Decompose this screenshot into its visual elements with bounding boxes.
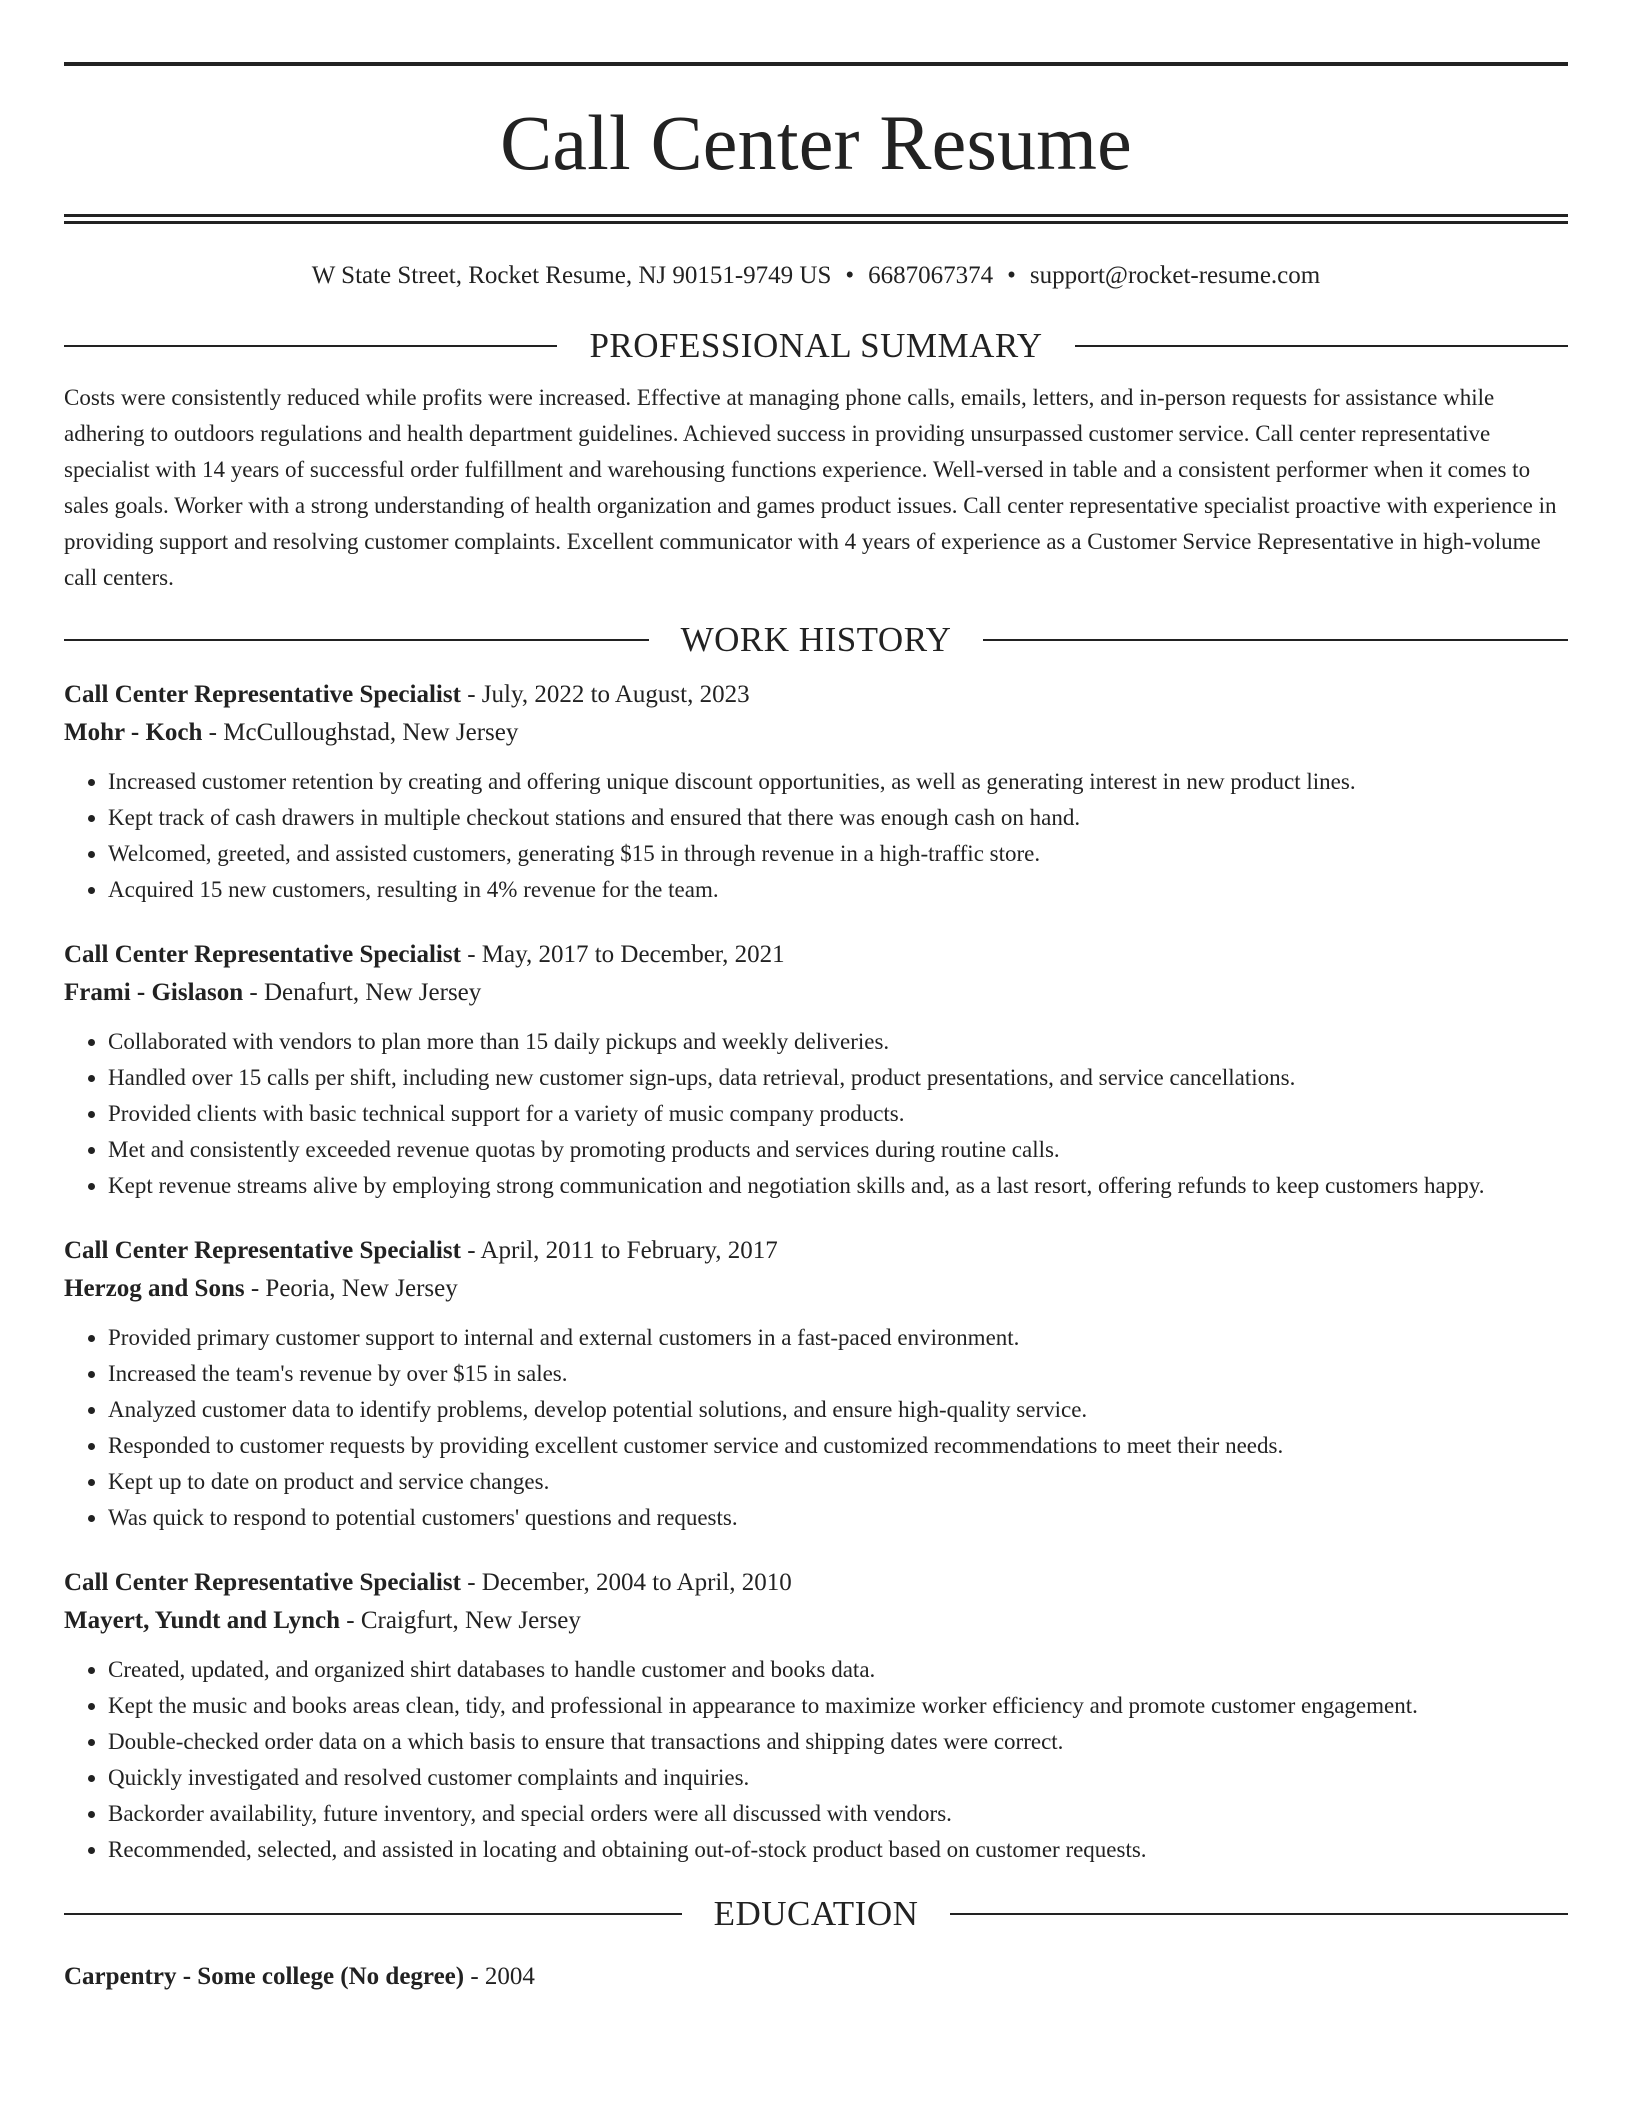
job-bullet: • Provided primary customer support to internal and external customers in a fast-paced environment. (108, 1320, 1568, 1356)
job-bullet: • Kept revenue streams alive by employing strong communication and negotiation skills and, as a last resort, offering refunds to keep customers happy. (108, 1168, 1568, 1204)
job-bullet-list (64, 1024, 1568, 1204)
job-entry (64, 936, 1568, 1204)
job-bullet: • Analyzed customer data to identify problems, develop potential solutions, and ensure high-quality service. (108, 1392, 1568, 1428)
job-company: Herzog and Sons (64, 1275, 245, 1302)
title-double-rule (64, 214, 1568, 224)
job-dates: - May, 2017 to December, 2021 (460, 941, 785, 968)
contact-separator: • (845, 262, 855, 289)
heading-rule-right (950, 1913, 1568, 1915)
job-bullet: • Double-checked order data on a which basis to ensure that transactions and shipping dates were correct. (108, 1724, 1568, 1760)
job-title-line (64, 1564, 1568, 1602)
job-bullet: • Provided clients with basic technical support for a variety of music company products. (108, 1096, 1568, 1132)
contact-separator: • (1007, 262, 1016, 289)
work-section-heading (64, 618, 1568, 662)
work-heading-label: WORK HISTORY (680, 620, 952, 659)
job-company: Frami - Gislason (64, 979, 244, 1006)
job-company-line (64, 714, 1568, 752)
job-title: Call Center Representative Specialist (64, 1569, 461, 1596)
job-bullet: • Acquired 15 new customers, resulting in 4% revenue for the team. (108, 872, 1568, 908)
job-bullet: • Collaborated with vendors to plan more than 15 daily pickups and weekly deliveries. (108, 1024, 1568, 1060)
job-entry (64, 1232, 1568, 1536)
top-rule (64, 62, 1568, 66)
job-title: Call Center Representative Specialist (64, 681, 461, 708)
summary-heading-label: PROFESSIONAL SUMMARY (589, 326, 1043, 365)
contact-address: W State Street, Rocket Resume, NJ 90151-9749 US (311, 262, 832, 289)
education-heading-label: EDUCATION (713, 1894, 919, 1933)
job-bullet: • Backorder availability, future inventory, and special orders were all discussed with vendors. (108, 1796, 1568, 1832)
job-dates: - December, 2004 to April, 2010 (460, 1569, 792, 1596)
job-bullet: • Was quick to respond to potential customers' questions and requests. (108, 1500, 1568, 1536)
job-company-line (64, 1270, 1568, 1308)
job-bullet: • Responded to customer requests by providing excellent customer service and customized recommendations to meet their needs. (108, 1428, 1568, 1464)
job-title: Call Center Representative Specialist (64, 1237, 461, 1264)
job-bullet: • Increased customer retention by creating and offering unique discount opportunities, as well as generating interest in new product lines. (108, 764, 1568, 800)
job-bullet-list (64, 1652, 1568, 1868)
job-bullet: • Quickly investigated and resolved customer complaints and inquiries. (108, 1760, 1568, 1796)
job-bullet: • Created, updated, and organized shirt databases to handle customer and books data. (108, 1652, 1568, 1688)
job-bullet: • Met and consistently exceeded revenue quotas by promoting products and services during routine calls. (108, 1132, 1568, 1168)
job-entry (64, 676, 1568, 908)
job-company-line (64, 1602, 1568, 1640)
job-dates: - July, 2022 to August, 2023 (460, 681, 750, 708)
work-history-list (64, 676, 1568, 1868)
job-bullet-list (64, 1320, 1568, 1536)
job-title-line (64, 676, 1568, 714)
job-bullet: • Handled over 15 calls per shift, including new customer sign-ups, data retrieval, product presentations, and service cancellations. (108, 1060, 1568, 1096)
job-location: - Craigfurt, New Jersey (340, 1607, 581, 1634)
heading-rule-left (64, 1913, 682, 1915)
job-bullet: • Increased the team's revenue by over $15 in sales. (108, 1356, 1568, 1392)
education-section-heading (64, 1892, 1568, 1936)
heading-rule-right (1075, 345, 1568, 347)
job-bullet: • Kept up to date on product and service changes. (108, 1464, 1568, 1500)
job-bullet: • Kept the music and books areas clean, tidy, and professional in appearance to maximize worker efficiency and promote customer engagement. (108, 1688, 1568, 1724)
job-bullet-list (64, 764, 1568, 908)
job-company-line (64, 974, 1568, 1012)
heading-rule-right (983, 639, 1568, 641)
job-company: Mayert, Yundt and Lynch (64, 1607, 340, 1634)
education-entry (64, 1958, 1568, 1996)
job-entry (64, 1564, 1568, 1868)
job-title: Call Center Representative Specialist (64, 941, 461, 968)
resume-title: Call Center Resume (500, 99, 1132, 186)
job-dates: - April, 2011 to February, 2017 (460, 1237, 778, 1264)
job-title-line (64, 1232, 1568, 1270)
job-location: - Denafurt, New Jersey (243, 979, 482, 1006)
job-location: - Peoria, New Jersey (244, 1275, 458, 1302)
contact-email: support@rocket-resume.com (1029, 262, 1321, 289)
education-year: - 2004 (464, 1963, 535, 1990)
job-location: - McCulloughstad, New Jersey (202, 719, 519, 746)
heading-rule-left (64, 639, 649, 641)
education-degree: Carpentry - Some college (No degree) (64, 1963, 465, 1990)
summary-section-heading (64, 324, 1568, 368)
summary-text: Costs were consistently reduced while profits were increased. Effective at managing phone calls, emails, letters, and in-person requests for assistance while adhering to outdoors regulations and health department guidelines. Achieved success in providing unsurpassed customer service. Call center representative specialist with 14 years of successful order fulfillment and warehousing functions experience. Well-versed in table and a consistent performer when it comes to sales goals. Worker with a strong understanding of health organization and games product issues. Call center representative specialist proactive with experience in providing support and resolving customer complaints. Excellent communicator with 4 years of experience as a Customer Service Representative in high-volume call centers. (64, 385, 1557, 590)
job-bullet: • Welcomed, greeted, and assisted customers, generating $15 in through revenue in a high-traffic store. (108, 836, 1568, 872)
job-company: Mohr - Koch (64, 719, 203, 746)
contact-phone: 6687067374 (868, 262, 994, 289)
heading-rule-left (64, 345, 557, 347)
job-title-line (64, 936, 1568, 974)
job-bullet: • Kept track of cash drawers in multiple checkout stations and ensured that there was enough cash on hand. (108, 800, 1568, 836)
contact-line (64, 260, 1568, 292)
education-list (64, 1958, 1568, 1996)
job-bullet: • Recommended, selected, and assisted in locating and obtaining out-of-stock product based on customer requests. (108, 1832, 1568, 1868)
